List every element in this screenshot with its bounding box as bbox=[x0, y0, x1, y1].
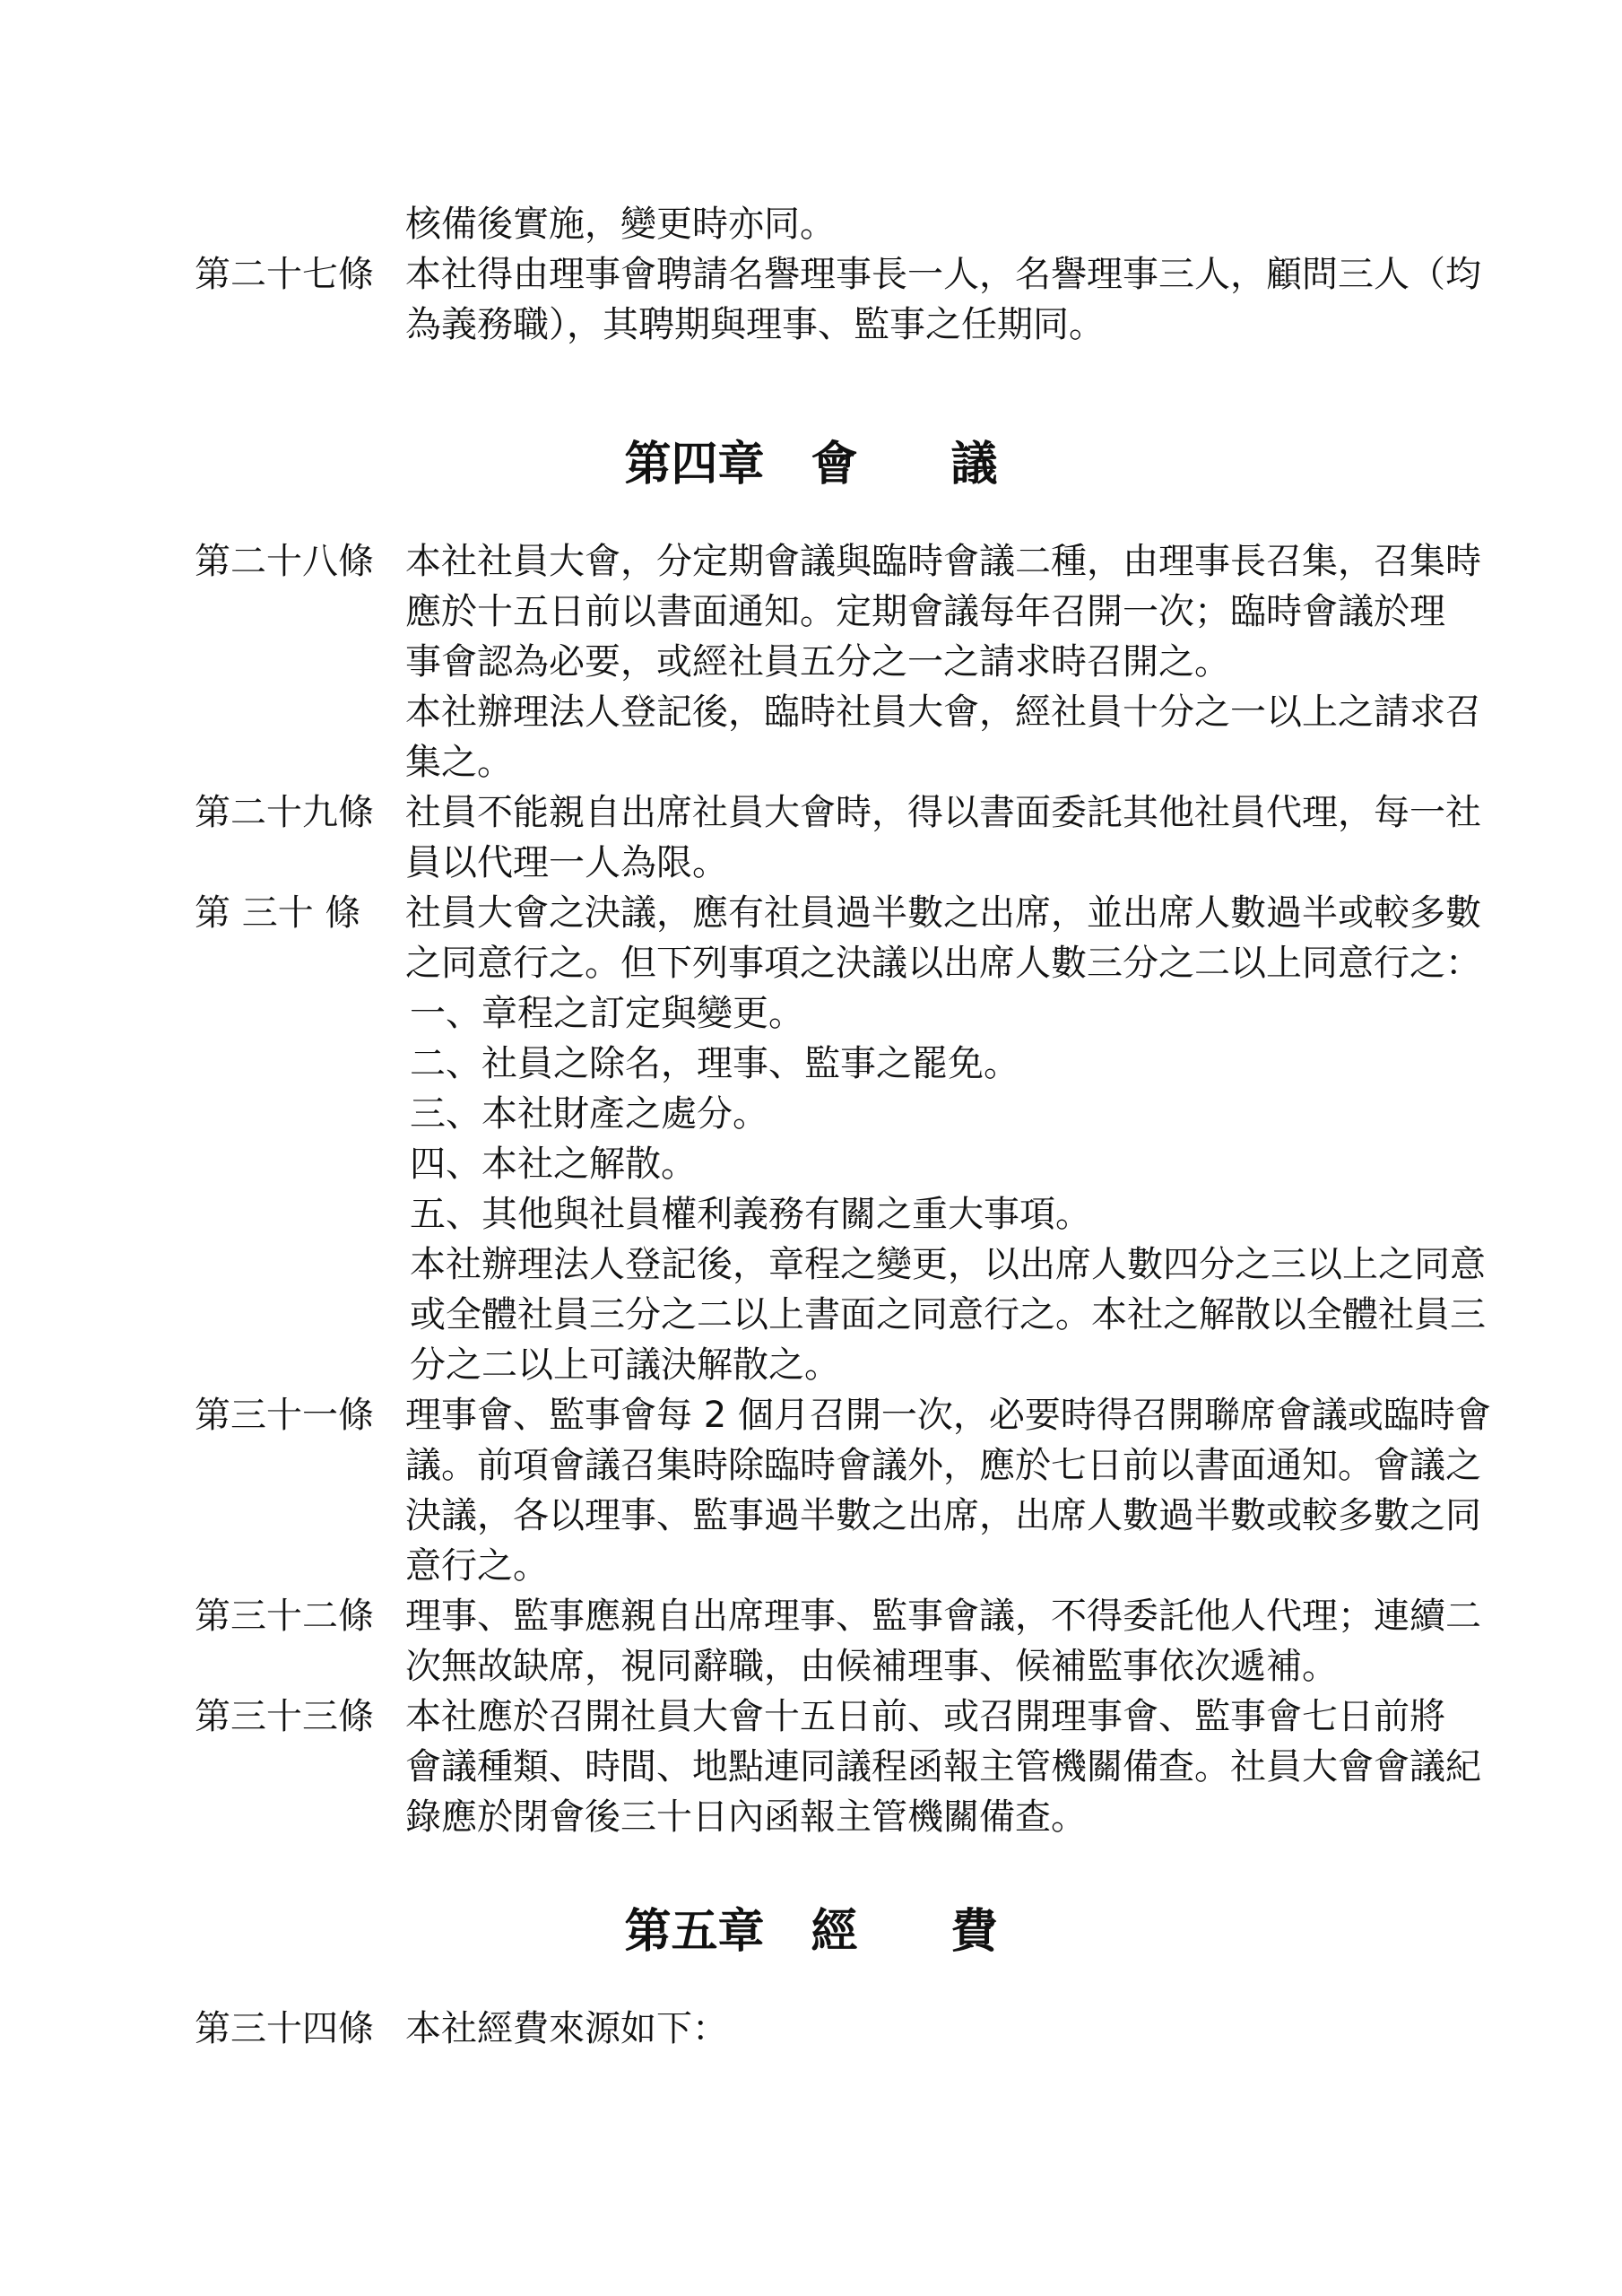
article-28-line: 集之。 bbox=[405, 742, 513, 783]
article-30-item: 三、本社財產之處分。 bbox=[410, 1093, 768, 1135]
article-30-label: 第 三十 條 bbox=[195, 892, 361, 934]
article-28-label: 第二十八條 bbox=[195, 541, 374, 582]
article-30-item: 五、其他與社員權利義務有關之重大事項。 bbox=[410, 1194, 1091, 1235]
article-28-line: 本社辦理法人登記後，臨時社員大會，經社員十分之一以上之請求召 bbox=[405, 691, 1481, 733]
article-34-label: 第三十四條 bbox=[195, 2008, 374, 2049]
article-30-item: 四、本社之解散。 bbox=[410, 1144, 697, 1185]
article-27-line: 為義務職），其聘期與理事、監事之任期同。 bbox=[405, 304, 1105, 345]
article-32-label: 第三十二條 bbox=[195, 1596, 374, 1637]
continuation-line: 核備後實施，變更時亦同。 bbox=[405, 204, 836, 245]
chapter-5-heading: 第五章 經 費 bbox=[624, 1905, 998, 1959]
article-27-line: 本社得由理事會聘請名譽理事長一人，名譽理事三人，顧問三人（均 bbox=[405, 254, 1481, 295]
article-28-line: 事會認為必要，或經社員五分之一之請求時召開之。 bbox=[405, 641, 1230, 683]
article-30-item: 一、章程之訂定與變更。 bbox=[410, 993, 804, 1034]
article-31-line: 決議，各以理事、監事過半數之出席，出席人數過半數或較多數之同 bbox=[405, 1495, 1481, 1536]
article-32-line: 次無故缺席，視同辭職，由候補理事、候補監事依次遞補。 bbox=[405, 1646, 1338, 1687]
article-33-label: 第三十三條 bbox=[195, 1696, 374, 1737]
article-30-line: 之同意行之。但下列事項之決議以出席人數三分之二以上同意行之： bbox=[405, 943, 1481, 984]
chapter-4-heading: 第四章 會 議 bbox=[624, 438, 998, 491]
article-30-line: 分之二以上可議決解散之。 bbox=[410, 1344, 840, 1386]
article-31-line: 議。前項會議召集時除臨時會議外，應於七日前以書面通知。會議之 bbox=[405, 1445, 1481, 1486]
article-33-line: 本社應於召開社員大會十五日前、或召開理事會、監事會七日前將 bbox=[405, 1696, 1445, 1737]
article-33-line: 會議種類、時間、地點連同議程函報主管機關備查。社員大會會議紀 bbox=[405, 1746, 1481, 1787]
article-28-line: 應於十五日前以書面通知。定期會議每年召開一次；臨時會議於理 bbox=[405, 591, 1445, 632]
article-31-line: 理事會、監事會每 2 個月召開一次，必要時得召開聯席會議或臨時會 bbox=[405, 1395, 1491, 1436]
article-30-line: 社員大會之決議，應有社員過半數之出席，並出席人數過半或較多數 bbox=[405, 892, 1481, 934]
article-32-line: 理事、監事應親自出席理事、監事會議，不得委託他人代理；連續二 bbox=[405, 1596, 1481, 1637]
article-34-line: 本社經費來源如下： bbox=[405, 2008, 728, 2049]
article-30-item: 二、社員之除名，理事、監事之罷免。 bbox=[410, 1043, 1019, 1084]
article-29-label: 第二十九條 bbox=[195, 792, 374, 833]
article-31-label: 第三十一條 bbox=[195, 1395, 374, 1436]
article-29-line: 社員不能親自出席社員大會時，得以書面委託其他社員代理，每一社 bbox=[405, 792, 1481, 833]
article-31-line: 意行之。 bbox=[405, 1545, 549, 1587]
article-27-label: 第二十七條 bbox=[195, 254, 374, 295]
article-28-line: 本社社員大會，分定期會議與臨時會議二種，由理事長召集，召集時 bbox=[405, 541, 1481, 582]
article-30-line: 或全體社員三分之二以上書面之同意行之。本社之解散以全體社員三 bbox=[410, 1294, 1486, 1335]
article-33-line: 錄應於閉會後三十日內函報主管機關備查。 bbox=[405, 1796, 1087, 1838]
article-29-line: 員以代理一人為限。 bbox=[405, 842, 728, 883]
article-30-line: 本社辦理法人登記後，章程之變更，以出席人數四分之三以上之同意 bbox=[410, 1244, 1486, 1285]
